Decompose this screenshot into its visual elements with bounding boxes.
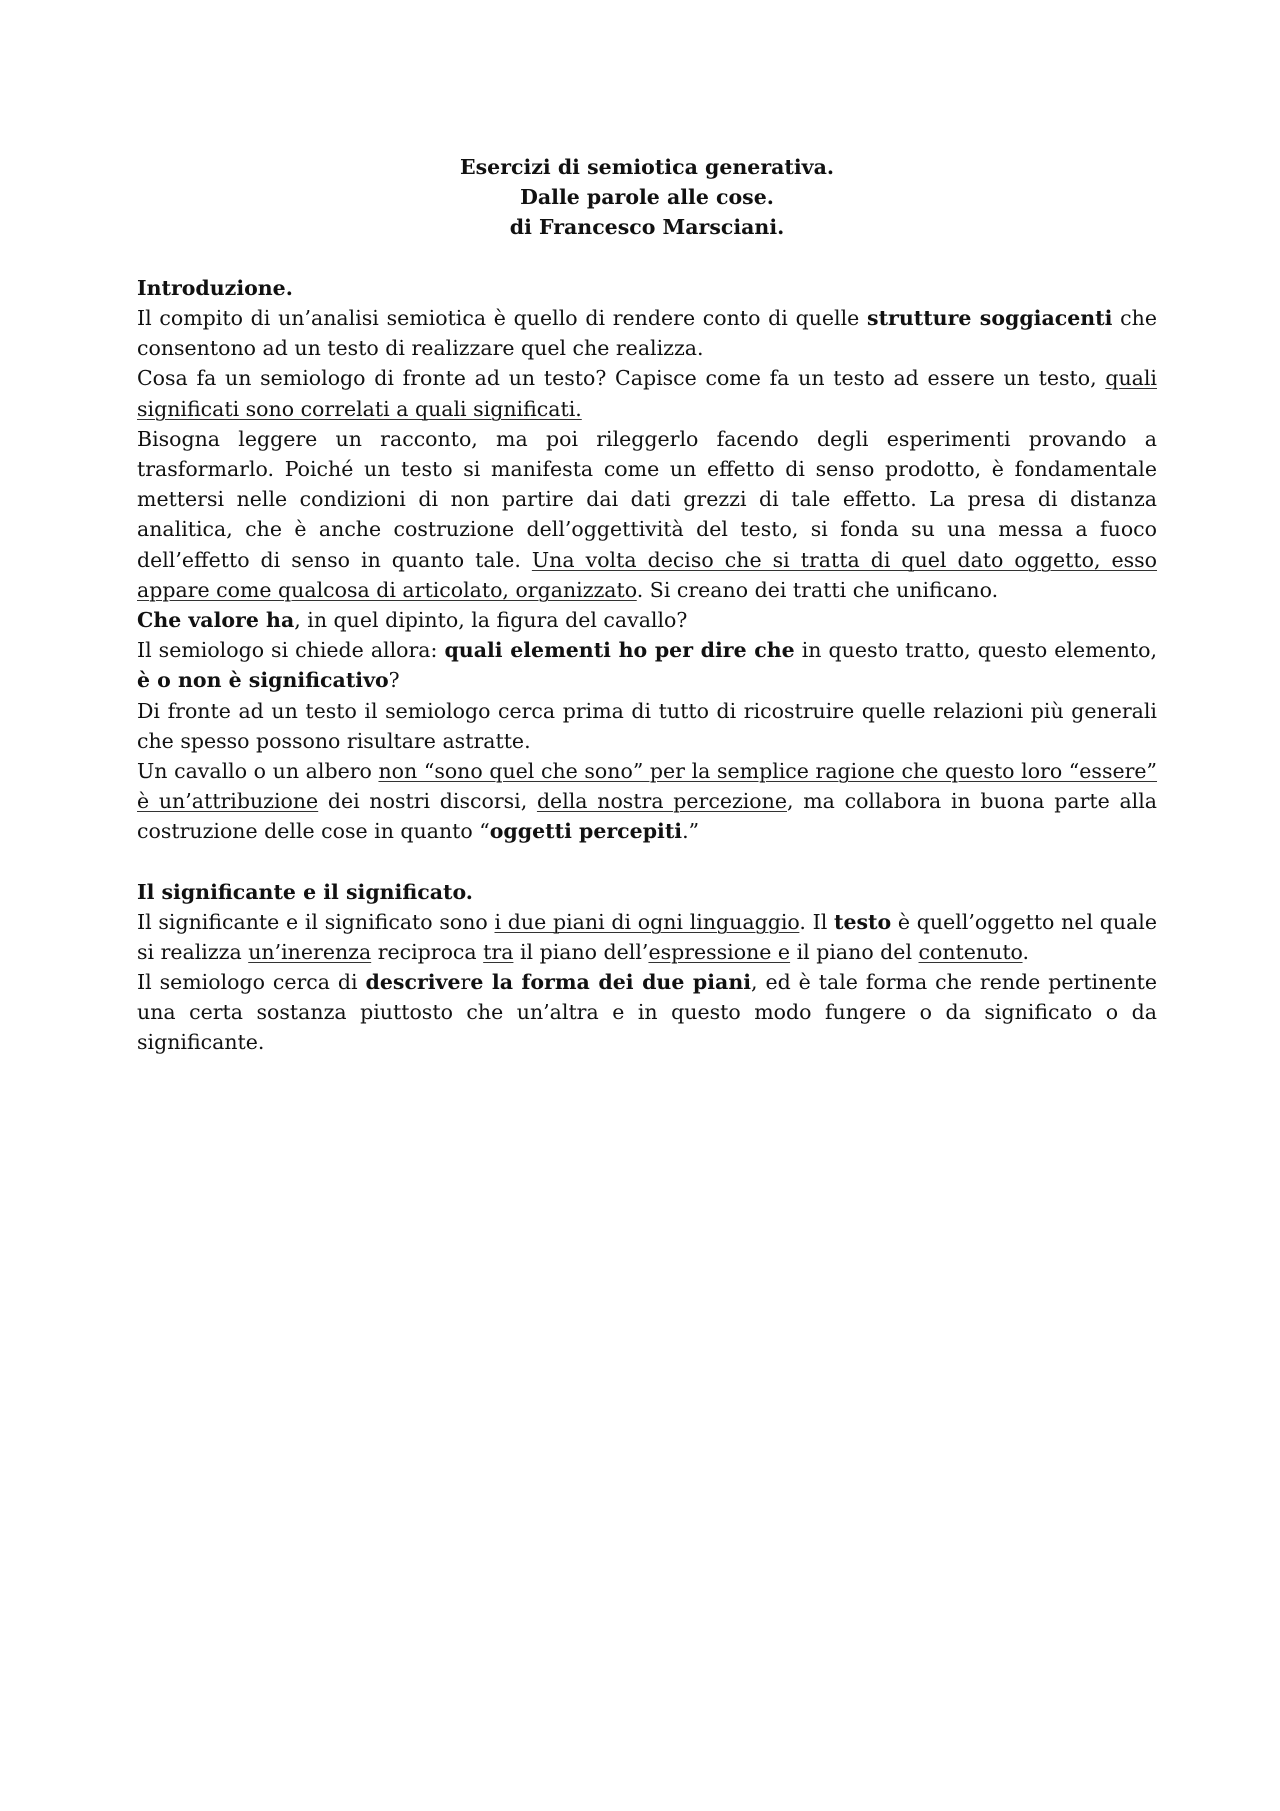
text-run: Bisogna leggere un racconto, ma poi rileggerlo facendo degli esperimenti provando a trasformarlo. Poiché un testo si manifesta come un effetto di senso prodotto, è fondamentale mettersi nelle condizioni di non partire dai dati grezzi di tale effetto. La presa di distanza analitica, che è anche costruzione dell’oggettività del testo, si fonda su una messa a fuoco dell’effetto di senso in quanto tale. (137, 426, 1157, 572)
title-line-1: Esercizi di semiotica generativa. (460, 155, 834, 179)
underlined-text: i due piani di ogni linguaggio (494, 909, 800, 934)
section-introduction (137, 273, 1157, 847)
section-heading: Il significante e il significato. (137, 879, 473, 904)
text-run: Il significante e il significato sono (137, 909, 495, 934)
text-run: Un cavallo o un albero (137, 759, 379, 784)
bold-text: la forma dei due piani (491, 970, 752, 995)
bold-text: Che valore ha (137, 608, 295, 633)
text-run: .” (682, 819, 700, 844)
title-line-3: di Francesco Marsciani. (509, 215, 785, 239)
text-run: il piano dell’ (513, 939, 649, 964)
text-run: , ma collabora in buona parte alla costruzione delle cose in quanto “ (137, 789, 1158, 844)
paragraph (137, 363, 1157, 423)
text-run: . Si creano dei tratti che unificano. (636, 577, 999, 602)
text-run: , ed è tale forma che rende pertinente una certa sostanza piuttosto che un’altra e in questo modo fungere o da significato o da significante. (137, 970, 1157, 1055)
text-run: dei nostri discorsi, (318, 789, 537, 814)
text-run: in questo tratto, questo elemento, (794, 638, 1157, 663)
bold-text: quali elementi ho per dire che (444, 638, 795, 663)
text-run: , in quel dipinto, la figura del cavallo? (294, 608, 688, 633)
text-run: Il semiologo cerca di (137, 970, 366, 995)
text-run: r (460, 970, 471, 995)
text-run: Cosa fa un semiologo di fronte ad un testo? Capisce come fa un testo ad essere un testo, (137, 366, 1106, 391)
bold-text: è o non è significativo (137, 668, 389, 693)
document-title (137, 152, 1157, 242)
bold-text: testo (833, 909, 892, 934)
text-run: è quell’oggetto nel quale si realizza (137, 909, 1157, 964)
paragraph (137, 635, 1157, 695)
bold-text: e (470, 970, 492, 995)
paragraph (137, 696, 1157, 756)
paragraph (137, 605, 1157, 635)
underlined-text: espressione e (648, 939, 791, 964)
section-significante (137, 877, 1157, 1058)
text-run: Di fronte ad un testo il semiologo cerca prima di tutto di ricostruire quelle relazioni più generali che spesso possono risultare astratte. (137, 698, 1157, 753)
text-run: reciproca (371, 939, 484, 964)
title-line-2: Dalle parole alle cose. (520, 185, 774, 209)
text-run: . Il (799, 909, 834, 934)
section-heading: Introduzione. (137, 276, 293, 300)
bold-text: oggetti percepiti (489, 819, 683, 844)
bold-text: strutture soggiacenti (867, 306, 1113, 330)
section-spacer (137, 847, 1157, 877)
paragraph (137, 756, 1157, 847)
text-run: il piano del (790, 939, 919, 964)
paragraph (137, 907, 1157, 967)
underlined-text: della nostra percezione (536, 789, 787, 814)
paragraph (137, 967, 1157, 1058)
text-run: Il semiologo si chiede allora: (137, 638, 445, 663)
text-run: . (1022, 939, 1030, 964)
text-run: che consentono ad un testo di realizzare quel che realizza. (137, 306, 1157, 361)
text-run: Il compito di un’analisi semiotica è quello di rendere conto di quelle (137, 306, 868, 330)
underlined-text: tra (483, 939, 514, 964)
underlined-text: non “sono quel che sono” per la semplice ragione che questo loro “essere” è un’attribuzione (137, 759, 1158, 814)
bold-text: descrive (365, 970, 461, 995)
paragraph (137, 424, 1157, 605)
paragraph (137, 303, 1157, 363)
underlined-text: un’inerenza (248, 939, 372, 964)
text-run: ? (388, 668, 400, 693)
underlined-text: quali significati sono correlati a quali significati. (137, 366, 1157, 421)
underlined-text: contenuto (918, 939, 1023, 964)
document-page (137, 152, 1157, 1058)
underlined-text: Una volta deciso che si tratta di quel dato oggetto, esso appare come qualcosa di articolato, organizzato (137, 547, 1158, 602)
